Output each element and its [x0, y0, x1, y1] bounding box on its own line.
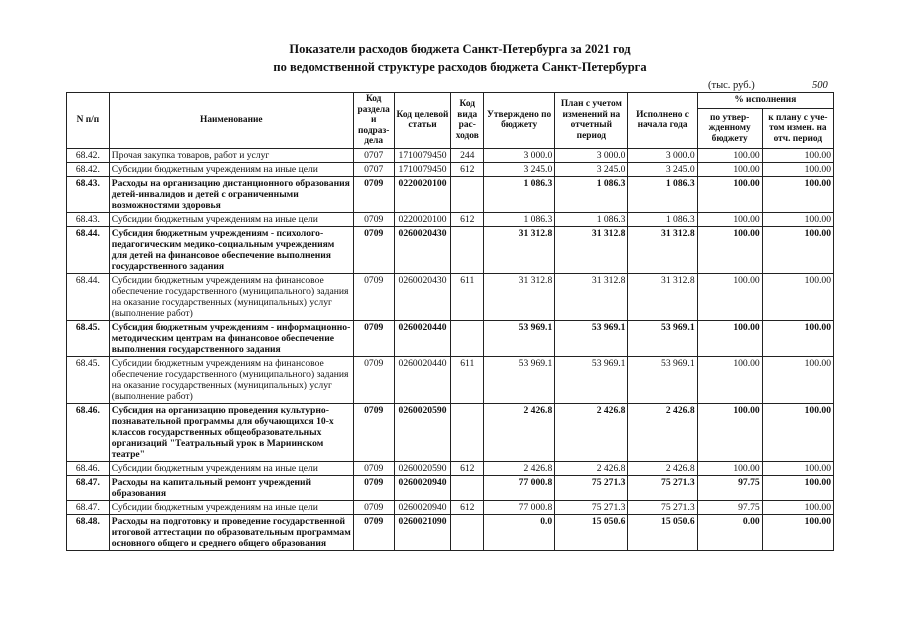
row-approved: 3 245.0 [484, 162, 555, 176]
row-vid: 612 [451, 162, 484, 176]
row-pct-plan: 100.00 [762, 176, 833, 212]
row-executed: 75 271.3 [628, 475, 697, 500]
row-number: 68.42. [67, 148, 110, 162]
row-pct-budget: 100.00 [697, 320, 762, 356]
row-pct-plan: 100.00 [762, 356, 833, 403]
row-razdel: 0709 [353, 514, 394, 550]
row-number: 68.48. [67, 514, 110, 550]
row-pct-plan: 100.00 [762, 320, 833, 356]
row-executed: 31 312.8 [628, 273, 697, 320]
report-subtitle: по ведомственной структуре расходов бюджета Санкт-Петербурга [273, 60, 647, 74]
row-number: 68.46. [67, 403, 110, 461]
table-row [67, 226, 834, 273]
row-statya: 0260020430 [394, 273, 451, 320]
row-name: Субсидия на организацию проведения культурно-познавательной программы для обучающихся 10-х классов государственных общеобразовательных организаций "Театральный урок в Мариинском театре" [109, 403, 353, 461]
row-name: Субсидии бюджетным учреждениям на финансовое обеспечение государственного (муниципального) задания на оказание государственных (муниципальных) услуг (выполнение работ) [109, 273, 353, 320]
row-pct-budget: 100.00 [697, 148, 762, 162]
row-razdel: 0709 [353, 273, 394, 320]
row-pct-budget: 100.00 [697, 273, 762, 320]
row-razdel: 0709 [353, 226, 394, 273]
row-plan: 75 271.3 [555, 500, 628, 514]
row-executed: 15 050.6 [628, 514, 697, 550]
table-row [67, 273, 834, 320]
row-approved: 53 969.1 [484, 356, 555, 403]
table-row [67, 162, 834, 176]
row-pct-plan: 100.00 [762, 226, 833, 273]
row-name: Расходы на организацию дистанционного образования детей-инвалидов и детей с ограниченными возможностями здоровья [109, 176, 353, 212]
col-razdel: Код раздела и подраз-дела [353, 93, 394, 149]
row-plan: 3 000.0 [555, 148, 628, 162]
table-row [67, 320, 834, 356]
row-name: Субсидии бюджетным учреждениям на иные цели [109, 162, 353, 176]
row-plan: 2 426.8 [555, 403, 628, 461]
row-pct-plan: 100.00 [762, 148, 833, 162]
report-title: Показатели расходов бюджета Санкт-Петербурга за 2021 год [289, 42, 631, 56]
row-vid: 612 [451, 461, 484, 475]
row-vid [451, 403, 484, 461]
row-statya: 0260020430 [394, 226, 451, 273]
row-statya: 0220020100 [394, 212, 451, 226]
row-plan: 53 969.1 [555, 320, 628, 356]
row-number: 68.46. [67, 461, 110, 475]
table-row [67, 514, 834, 550]
row-approved: 31 312.8 [484, 226, 555, 273]
table-row [67, 500, 834, 514]
row-number: 68.45. [67, 356, 110, 403]
table-row [67, 356, 834, 403]
row-number: 68.47. [67, 500, 110, 514]
row-name: Расходы на подготовку и проведение государственной итоговой аттестации по образовательным программам основного общего и среднего общего образования [109, 514, 353, 550]
row-pct-plan: 100.00 [762, 403, 833, 461]
row-razdel: 0709 [353, 320, 394, 356]
row-statya: 0260021090 [394, 514, 451, 550]
table-row [67, 212, 834, 226]
col-plan: План с учетом изменений на отчетный период [555, 93, 628, 149]
row-number: 68.43. [67, 212, 110, 226]
row-pct-plan: 100.00 [762, 212, 833, 226]
row-plan: 2 426.8 [555, 461, 628, 475]
row-statya: 0260020440 [394, 356, 451, 403]
col-vid: Код вида рас-ходов [451, 93, 484, 149]
table-row [67, 461, 834, 475]
row-statya: 0260020940 [394, 500, 451, 514]
col-pct-budget: по утвер-жденному бюджету [697, 109, 762, 148]
row-pct-budget: 97.75 [697, 500, 762, 514]
row-vid [451, 226, 484, 273]
row-approved: 1 086.3 [484, 212, 555, 226]
table-row [67, 403, 834, 461]
row-vid [451, 320, 484, 356]
row-executed: 3 245.0 [628, 162, 697, 176]
row-razdel: 0709 [353, 356, 394, 403]
row-vid: 612 [451, 212, 484, 226]
row-razdel: 0709 [353, 500, 394, 514]
row-plan: 3 245.0 [555, 162, 628, 176]
row-vid: 611 [451, 356, 484, 403]
table-row [67, 148, 834, 162]
row-razdel: 0709 [353, 176, 394, 212]
row-pct-budget: 97.75 [697, 475, 762, 500]
row-executed: 3 000.0 [628, 148, 697, 162]
row-approved: 3 000.0 [484, 148, 555, 162]
row-approved: 2 426.8 [484, 403, 555, 461]
row-plan: 1 086.3 [555, 176, 628, 212]
row-name: Субсидии бюджетным учреждениям на финансовое обеспечение государственного (муниципального) задания на оказание государственных (муниципальных) услуг (выполнение работ) [109, 356, 353, 403]
row-razdel: 0709 [353, 212, 394, 226]
row-approved: 77 000.8 [484, 500, 555, 514]
table-row [67, 475, 834, 500]
row-name: Субсидии бюджетным учреждениям на иные цели [109, 461, 353, 475]
row-pct-plan: 100.00 [762, 273, 833, 320]
row-pct-budget: 100.00 [697, 162, 762, 176]
row-executed: 53 969.1 [628, 356, 697, 403]
row-vid: 611 [451, 273, 484, 320]
row-approved: 77 000.8 [484, 475, 555, 500]
row-number: 68.42. [67, 162, 110, 176]
row-razdel: 0709 [353, 475, 394, 500]
row-number: 68.47. [67, 475, 110, 500]
row-pct-budget: 100.00 [697, 226, 762, 273]
row-approved: 1 086.3 [484, 176, 555, 212]
col-executed: Исполнено с начала года [628, 93, 697, 149]
row-name: Расходы на капитальный ремонт учреждений образования [109, 475, 353, 500]
row-statya: 0260020440 [394, 320, 451, 356]
row-vid: 244 [451, 148, 484, 162]
row-name: Прочая закупка товаров, работ и услуг [109, 148, 353, 162]
row-plan: 15 050.6 [555, 514, 628, 550]
row-plan: 53 969.1 [555, 356, 628, 403]
row-razdel: 0709 [353, 461, 394, 475]
row-pct-budget: 100.00 [697, 461, 762, 475]
row-executed: 2 426.8 [628, 403, 697, 461]
row-vid [451, 176, 484, 212]
row-pct-plan: 100.00 [762, 162, 833, 176]
row-pct-budget: 0.00 [697, 514, 762, 550]
row-number: 68.45. [67, 320, 110, 356]
row-pct-budget: 100.00 [697, 176, 762, 212]
table-body [67, 148, 834, 550]
row-vid [451, 475, 484, 500]
row-razdel: 0707 [353, 162, 394, 176]
row-statya: 1710079450 [394, 162, 451, 176]
row-executed: 1 086.3 [628, 212, 697, 226]
row-plan: 31 312.8 [555, 226, 628, 273]
row-plan: 1 086.3 [555, 212, 628, 226]
row-approved: 31 312.8 [484, 273, 555, 320]
row-pct-plan: 100.00 [762, 461, 833, 475]
row-pct-plan: 100.00 [762, 500, 833, 514]
row-statya: 0220020100 [394, 176, 451, 212]
row-name: Субсидия бюджетным учреждениям - психолого-педагогическим медико-социальным учреждениям для детей на финансовое обеспечение выполнения государственного задания [109, 226, 353, 273]
row-executed: 1 086.3 [628, 176, 697, 212]
row-executed: 31 312.8 [628, 226, 697, 273]
row-executed: 2 426.8 [628, 461, 697, 475]
row-statya: 0260020590 [394, 403, 451, 461]
table-row [67, 176, 834, 212]
row-approved: 0.0 [484, 514, 555, 550]
col-num: N п/п [67, 93, 110, 149]
row-vid: 612 [451, 500, 484, 514]
row-name: Субсидии бюджетным учреждениям на иные цели [109, 500, 353, 514]
row-executed: 53 969.1 [628, 320, 697, 356]
row-number: 68.44. [67, 226, 110, 273]
budget-table [66, 92, 834, 551]
col-pct-group: % исполнения [697, 93, 833, 109]
col-statya: Код целевой статьи [394, 93, 451, 149]
row-name: Субсидии бюджетным учреждениям на иные цели [109, 212, 353, 226]
col-name: Наименование [109, 93, 353, 149]
col-approved: Утверждено по бюджету [484, 93, 555, 149]
row-pct-plan: 100.00 [762, 514, 833, 550]
units-label: (тыс. руб.) [708, 80, 755, 91]
row-razdel: 0707 [353, 148, 394, 162]
row-statya: 0260020590 [394, 461, 451, 475]
row-pct-plan: 100.00 [762, 475, 833, 500]
row-number: 68.44. [67, 273, 110, 320]
row-pct-budget: 100.00 [697, 356, 762, 403]
row-name: Субсидия бюджетным учреждениям - информационно-методическим центрам на финансовое обеспечение выполнения государственного задания [109, 320, 353, 356]
row-statya: 1710079450 [394, 148, 451, 162]
row-razdel: 0709 [353, 403, 394, 461]
row-pct-budget: 100.00 [697, 403, 762, 461]
col-pct-plan: к плану с уче-том измен. на отч. период [762, 109, 833, 148]
row-number: 68.43. [67, 176, 110, 212]
row-statya: 0260020940 [394, 475, 451, 500]
row-plan: 75 271.3 [555, 475, 628, 500]
row-approved: 2 426.8 [484, 461, 555, 475]
table-header [67, 93, 834, 149]
row-pct-budget: 100.00 [697, 212, 762, 226]
page-number: 500 [812, 80, 828, 91]
row-approved: 53 969.1 [484, 320, 555, 356]
row-vid [451, 514, 484, 550]
row-plan: 31 312.8 [555, 273, 628, 320]
row-executed: 75 271.3 [628, 500, 697, 514]
